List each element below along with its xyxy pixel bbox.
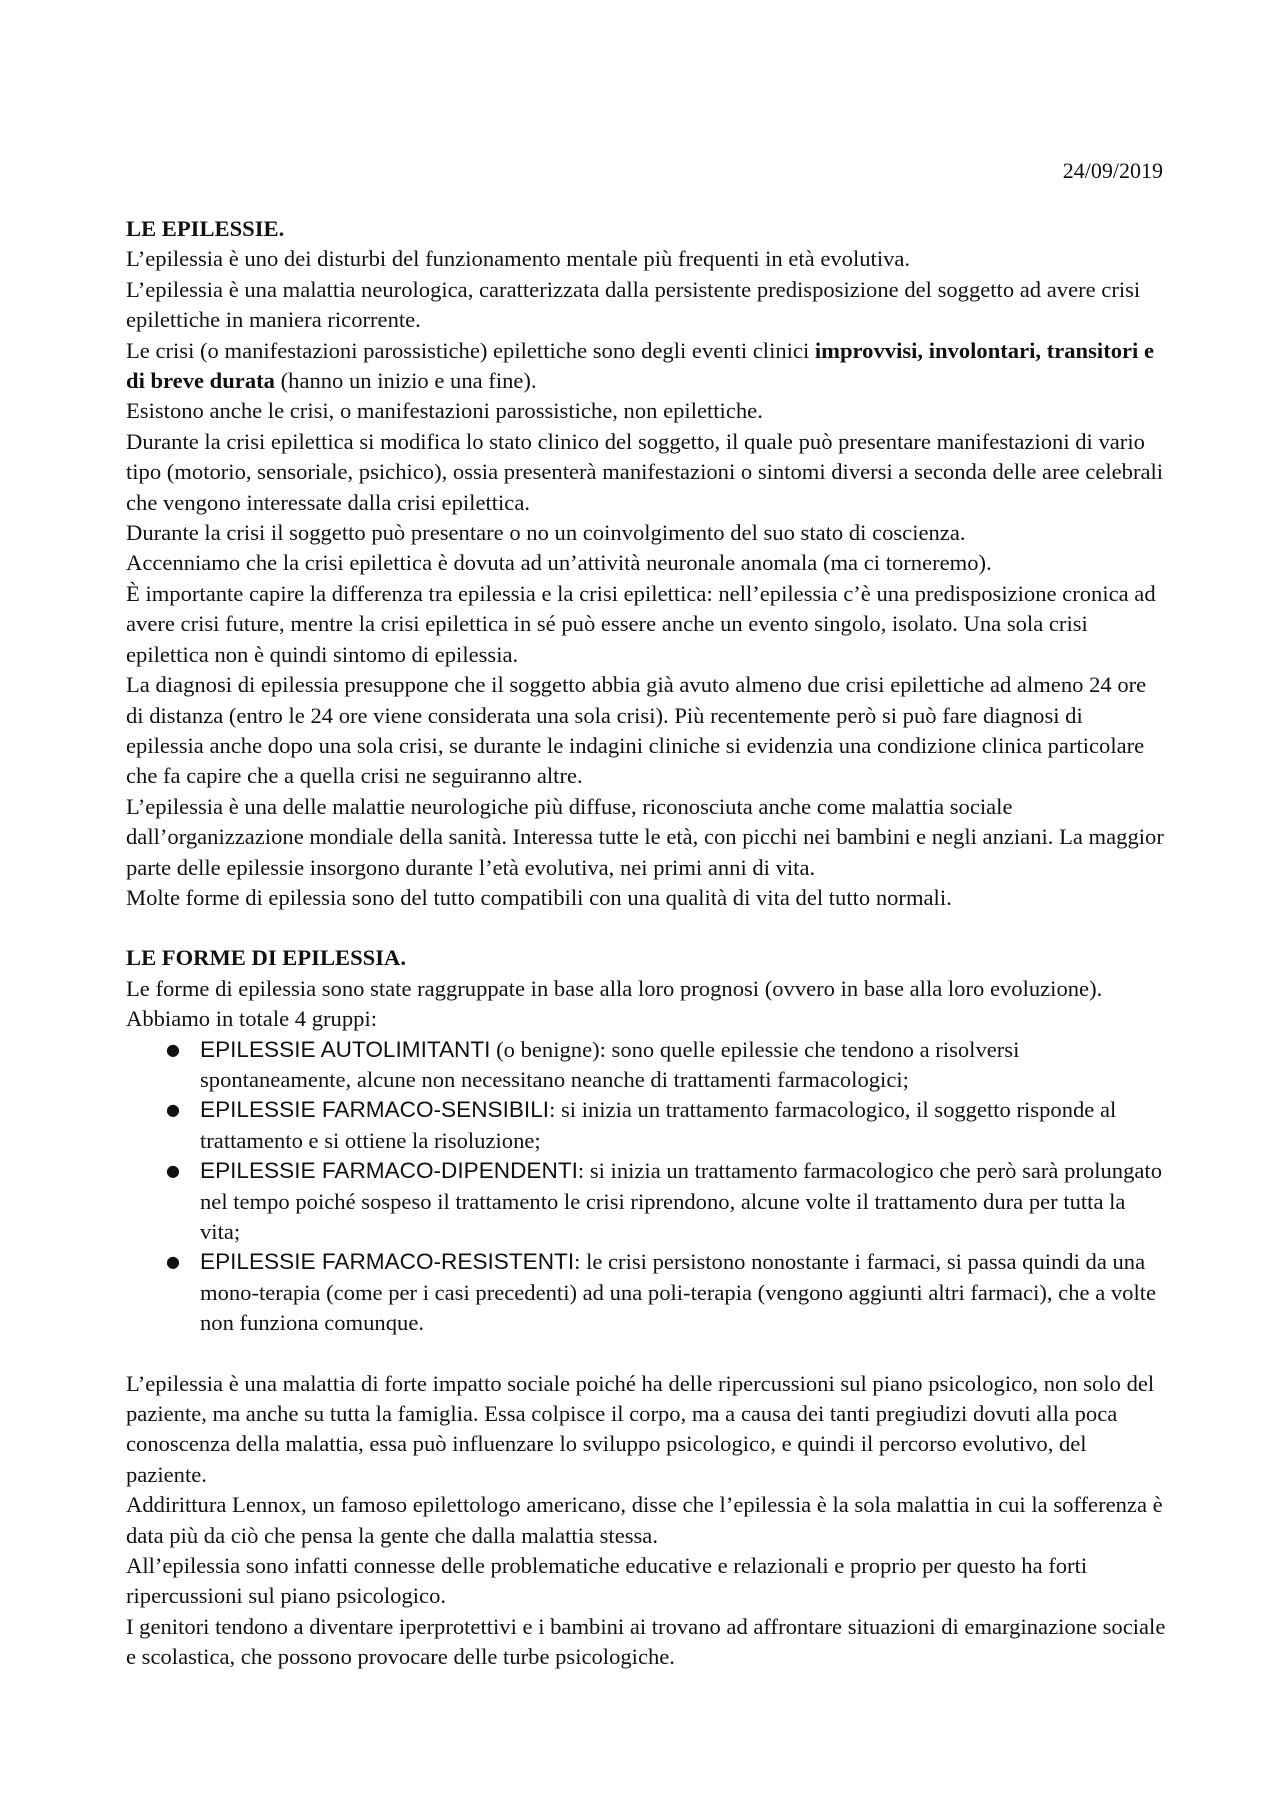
paragraph: L’epilessia è una delle malattie neurologiche più diffuse, riconosciuta anche come malattia sociale dall’organizzazione mondiale della sanità. Interessa tutte le età, con picchi nei bambini e negli anziani. La maggior parte delle epilessie insorgono durante l’età evolutiva, nei primi anni di vita.: [126, 793, 1164, 880]
paragraph: Durante la crisi il soggetto può presentare o no un coinvolgimento del suo stato di coscienza.: [126, 520, 966, 546]
list-item-text: : si inizia un trattamento farmacologico, il soggetto risponde al trattamento e si ottiene la risoluzione;: [200, 1097, 1117, 1153]
section-title-epilessie: LE EPILESSIE.: [126, 216, 285, 241]
list-item-text: (o benigne): sono quelle epilessie che tendono a risolversi spontaneamente, alcune non necessitano neanche di trattamenti farmacologici;: [200, 1036, 1020, 1092]
bullet-icon: ●: [166, 1252, 180, 1272]
paragraph: Molte forme di epilessia sono del tutto compatibili con una qualità di vita del tutto normali.: [126, 884, 952, 910]
paragraph: Accenniamo che la crisi epilettica è dovuta ad un’attività neuronale anomala (ma ci torneremo).: [126, 550, 992, 576]
list-item: [166, 1095, 1166, 1156]
document-body: [126, 214, 1166, 1673]
paragraph: Abbiamo in totale 4 gruppi:: [126, 1006, 378, 1032]
paragraph: L’epilessia è uno dei disturbi del funzionamento mentale più frequenti in età evolutiva.: [126, 246, 911, 272]
list-item: [166, 1156, 1166, 1247]
list-item: [166, 1035, 1166, 1096]
list-item-label: EPILESSIE FARMACO-DIPENDENTI: [200, 1158, 578, 1184]
paragraph: La diagnosi di epilessia presuppone che il soggetto abbia già avuto almeno due crisi epilettiche ad almeno 24 ore di distanza (entro le 24 ore viene considerata una sola crisi). Più recentemente però si può fare diagnosi di epilessia anche dopo una sola crisi, se durante le indagini cliniche si evidenzia una condizione clinica particolare che fa capire che a quella crisi ne seguiranno altre.: [126, 672, 1147, 789]
list-item-label: EPILESSIE AUTOLIMITANTI: [200, 1036, 491, 1062]
bullet-icon: ●: [166, 1161, 180, 1181]
paragraph: È importante capire la differenza tra epilessia e la crisi epilettica: nell’epilessia c’è una predisposizione cronica ad avere crisi future, mentre la crisi epilettica in sé può essere anche un evento singolo, isolato. Una sola crisi epilettica non è quindi sintomo di epilessia.: [126, 580, 1156, 667]
paragraph-text: Le crisi (o manifestazioni parossistiche) epilettiche sono degli eventi clinici: [126, 337, 815, 363]
paragraph: All’epilessia sono infatti connesse delle problematiche educative e relazionali e proprio per questo ha forti ripercussioni sul piano psicologico.: [126, 1553, 1088, 1609]
paragraph: L’epilessia è una malattia di forte impatto sociale poiché ha delle ripercussioni sul piano psicologico, non solo del paziente, ma anche su tutta la famiglia. Essa colpisce il corpo, ma a causa dei tanti pregiudizi dovuti alla poca conoscenza della malattia, essa può influenzare lo sviluppo psicologico, e quindi il percorso evolutivo, del paziente.: [126, 1370, 1155, 1487]
paragraph: Le forme di epilessia sono state raggruppate in base alla loro prognosi (ovvero in base alla loro evoluzione).: [126, 975, 1103, 1001]
document-date: 24/09/2019: [1062, 158, 1163, 183]
paragraph: I genitori tendono a diventare iperprotettivi e i bambini ai trovano ad affrontare situazioni di emarginazione sociale e scolastica, che possono provocare delle turbe psicologiche.: [126, 1613, 1166, 1670]
bullet-icon: ●: [166, 1100, 180, 1120]
section-spacer: [126, 913, 1166, 943]
emphasized-text: improvvisi, involontari, transitori e di breve durata: [126, 337, 1154, 394]
paragraph: Esistono anche le crisi, o manifestazioni parossistiche, non epilettiche.: [126, 398, 763, 424]
list-item-text: : si inizia un trattamento farmacologico che però sarà prolungato nel tempo poiché sospeso il trattamento le crisi riprendono, alcune volte il trattamento dura per tutta la vita;: [200, 1158, 1162, 1244]
epilepsy-groups-list: [126, 1035, 1166, 1339]
list-item-label: EPILESSIE FARMACO-RESISTENTI: [200, 1249, 575, 1275]
section-spacer: [126, 1339, 1166, 1369]
paragraph: L’epilessia è una malattia neurologica, caratterizzata dalla persistente predisposizione del soggetto ad avere crisi epilettiche in maniera ricorrente.: [126, 276, 1141, 333]
paragraph: Addirittura Lennox, un famoso epilettologo americano, disse che l’epilessia è la sola malattia in cui la sofferenza è data più da ciò che pensa la gente che dalla malattia stessa.: [126, 1492, 1163, 1548]
section-title-forme: LE FORME DI EPILESSIA.: [126, 945, 406, 971]
list-item-label: EPILESSIE FARMACO-SENSIBILI: [200, 1097, 550, 1123]
list-item-text: : le crisi persistono nonostante i farmaci, si passa quindi da una mono-terapia (come per i casi precedenti) ad una poli-terapia (vengono aggiunti altri farmaci), che a volte non funziona comunque.: [200, 1249, 1157, 1336]
bullet-icon: ●: [166, 1039, 180, 1059]
list-item: [166, 1247, 1166, 1338]
paragraph-text: (hanno un inizio e una fine).: [274, 368, 537, 394]
paragraph-with-emphasis: [126, 336, 1166, 397]
paragraph: Durante la crisi epilettica si modifica lo stato clinico del soggetto, il quale può presentare manifestazioni di vario tipo (motorio, sensoriale, psichico), ossia presenterà manifestazioni o sintomi diversi a seconda delle aree celebrali che vengono interessate dalla crisi epilettica.: [126, 428, 1164, 515]
